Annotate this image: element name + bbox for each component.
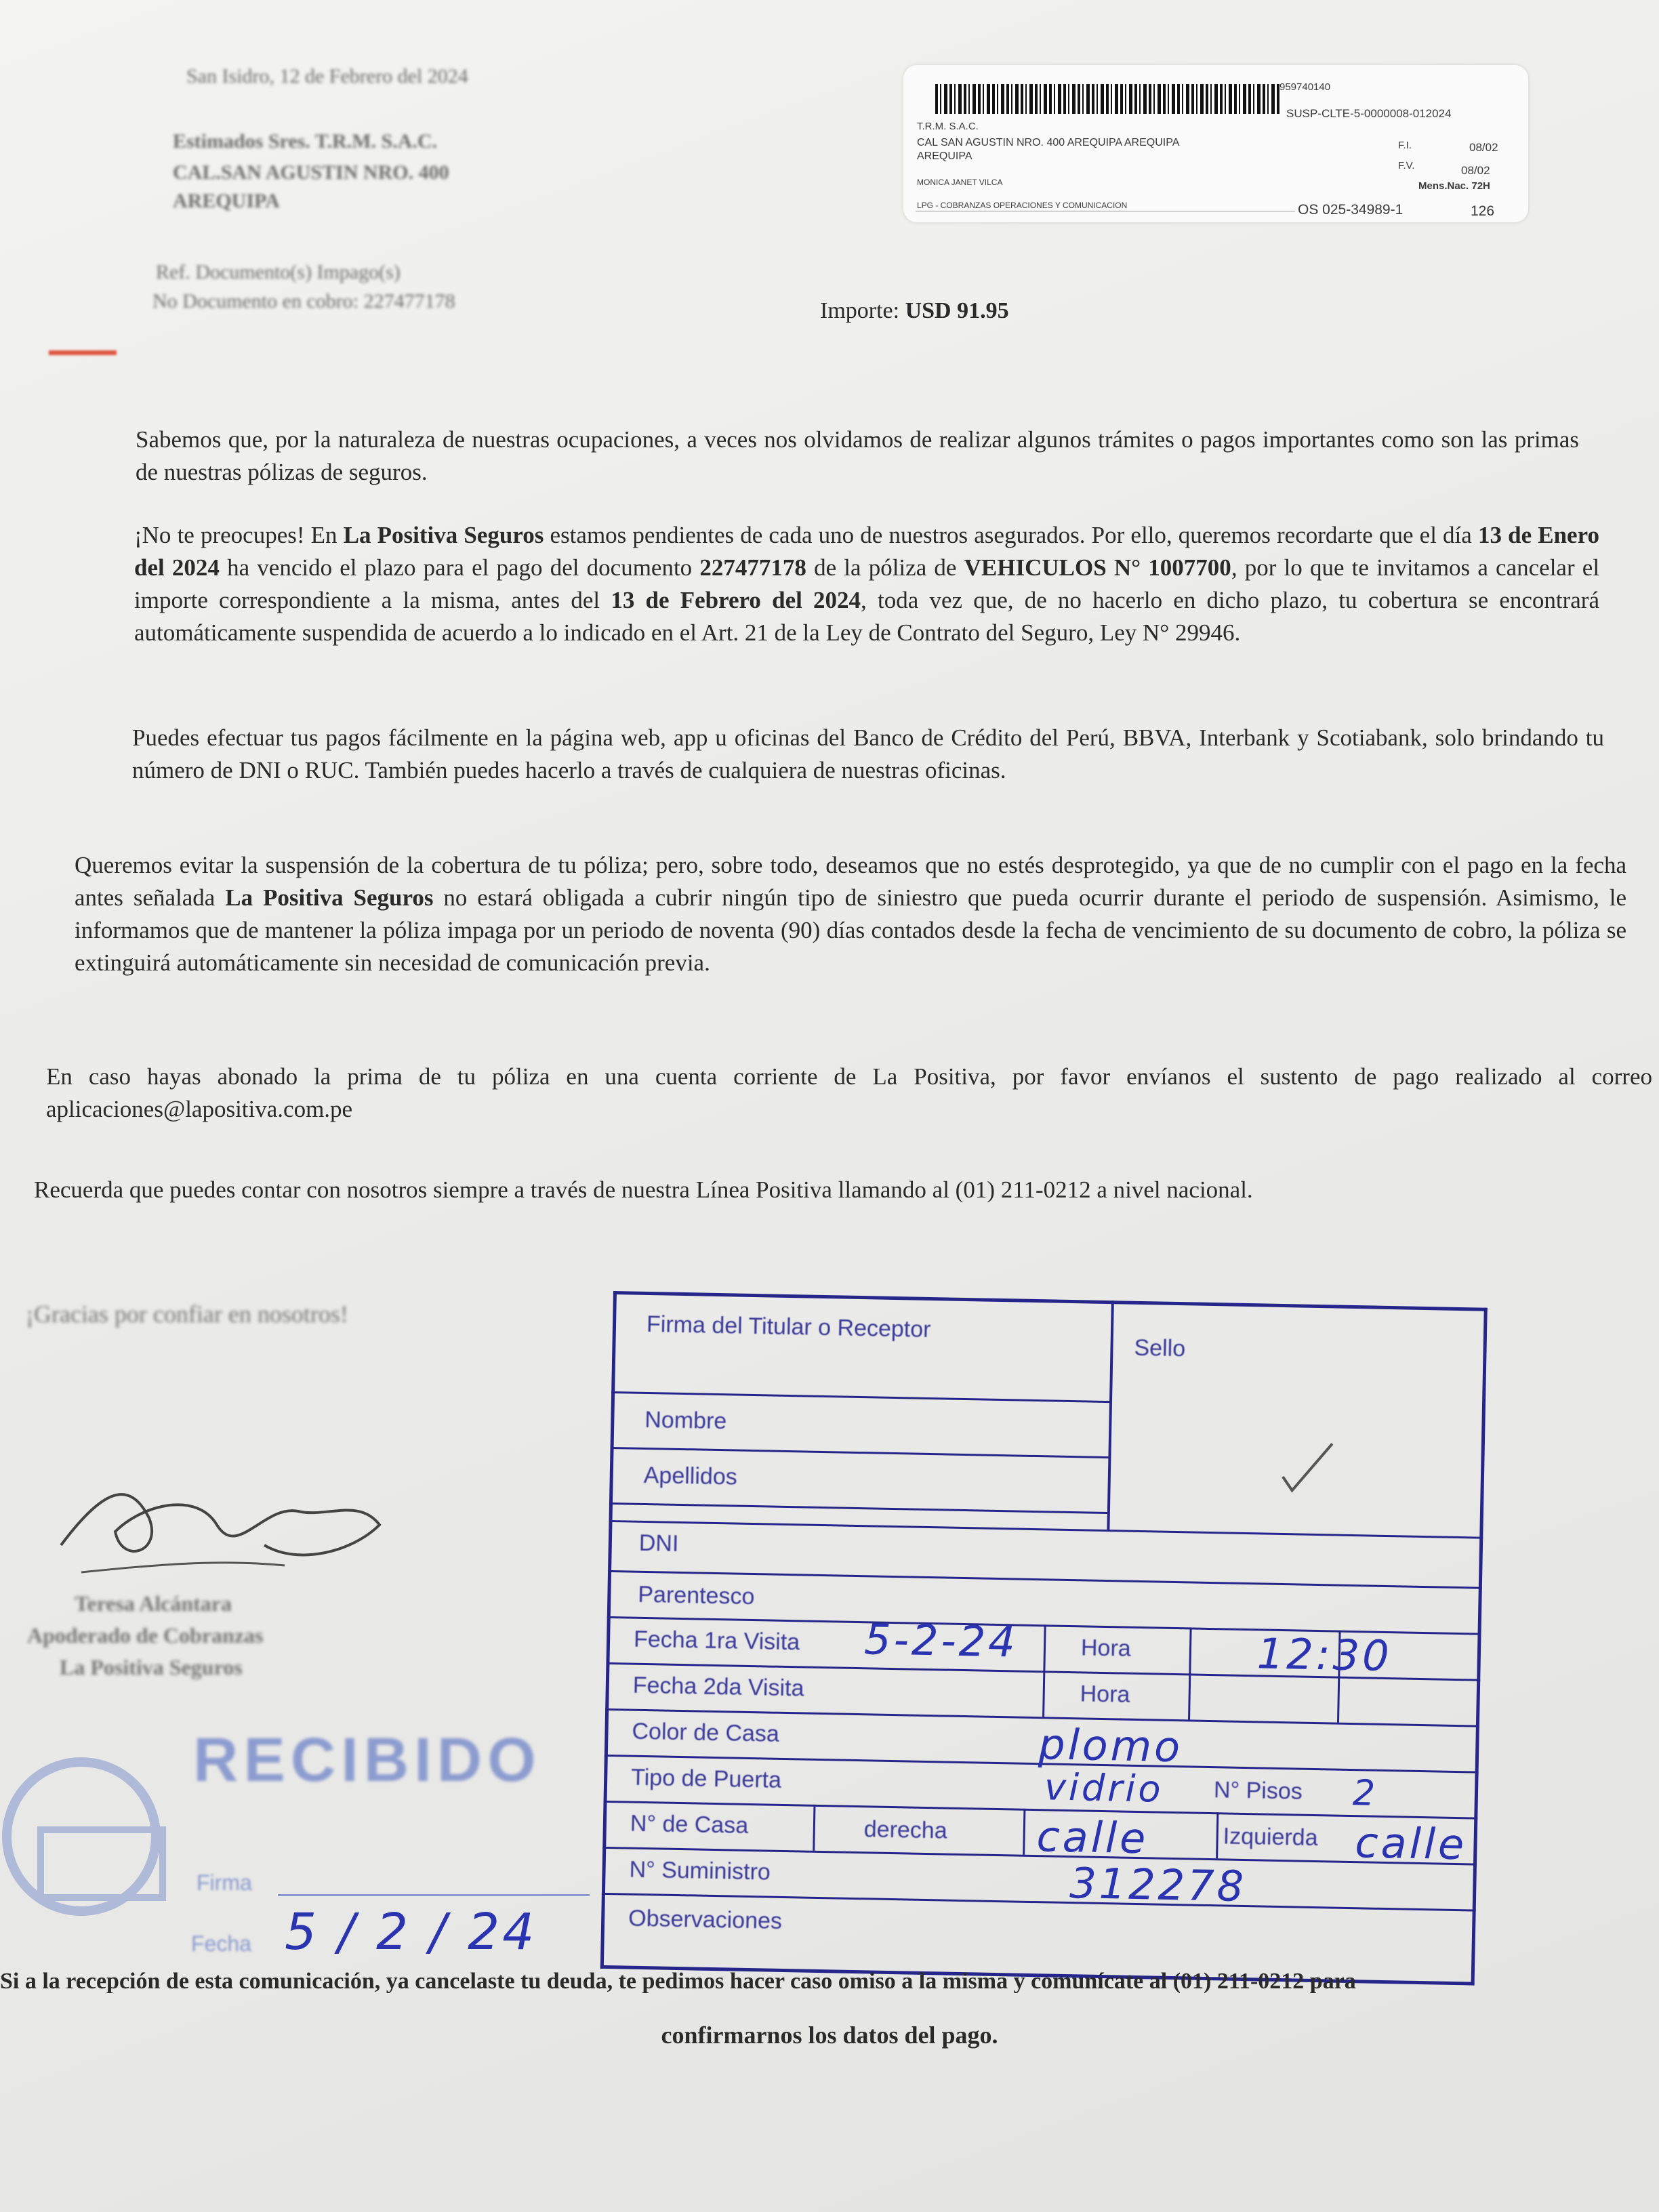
- casa-divider: [813, 1805, 815, 1851]
- form-border-right: [1471, 1308, 1488, 1986]
- label-fi-label: F.I.: [1398, 140, 1412, 151]
- puerta-label: Tipo de Puerta: [630, 1764, 782, 1793]
- sello-divider: [1107, 1300, 1113, 1530]
- p2-text-e: ha vencido el plazo para el pago del documento: [227, 554, 693, 581]
- paragraph-1: Sabemos que, por la naturaleza de nuestras ocupaciones, a veces nos olvidamos de realizar algunos trámites o pagos importantes como son las primas de nuestras pólizas de seguros.: [136, 426, 1579, 485]
- suministro-label: N° Suministro: [629, 1856, 771, 1885]
- signature-icon: [41, 1464, 393, 1593]
- letter-date: San Isidro, 12 de Febrero del 2024: [186, 65, 468, 87]
- label-company: T.R.M. S.A.C.: [917, 121, 979, 132]
- derecha-label: derecha: [863, 1816, 948, 1844]
- pisos-hand: 2: [1352, 1773, 1378, 1814]
- p2-text-i: , por lo que te invitamos a cancelar el importe correspondiente a la misma, antes del: [134, 554, 1600, 613]
- p4-text-a: Queremos evitar la suspensión de la cobertura de tu póliza; pero, sobre todo, deseamos que no estés desprotegido, ya que de no cumplir con el pago en la fecha antes señalada: [75, 852, 1626, 911]
- stamp-fecha-hand: 5 / 2 / 24: [285, 1903, 537, 1961]
- barcode-icon: [935, 84, 1281, 114]
- label-street: CAL SAN AGUSTIN NRO. 400 AREQUIPA AREQUIPA: [917, 137, 1180, 148]
- reference-line: Ref. Documento(s) Impago(s): [156, 261, 401, 283]
- hora1-label: Hora: [1080, 1635, 1132, 1662]
- firma-label: Firma del Titular o Receptor: [646, 1311, 931, 1343]
- parentesco-label: Parentesco: [638, 1581, 755, 1610]
- fecha1-hand: 5-2-24: [863, 1614, 1019, 1667]
- stamp-firma-line: [278, 1894, 590, 1896]
- label-fv-value: 08/02: [1461, 164, 1490, 177]
- label-code-right: SUSP-CLTE-5-0000008-012024: [1286, 107, 1452, 120]
- paragraph-4: [75, 849, 1626, 979]
- observaciones-label: Observaciones: [628, 1905, 783, 1934]
- addressee: Estimados Sres. T.R.M. S.A.C.: [173, 130, 438, 152]
- sello-label: Sello: [1134, 1334, 1186, 1362]
- row-line: [611, 1447, 1109, 1458]
- dni-label: DNI: [638, 1530, 679, 1557]
- document-number: No Documento en cobro: 227477178: [152, 290, 455, 312]
- footer-line-2: confirmarnos los datos del pago.: [661, 2022, 998, 2049]
- p2-deadline: 13 de Febrero del 2024: [611, 587, 861, 613]
- importe: [820, 298, 1009, 324]
- address-line-2: AREQUIPA: [173, 190, 280, 212]
- color-label: Color de Casa: [632, 1718, 780, 1747]
- stamp-logo-icon: [0, 1748, 190, 1925]
- label-os: OS 025-34989-1: [1298, 202, 1404, 218]
- p2-text-g: de la póliza de: [814, 554, 957, 581]
- row-line: [611, 1391, 1109, 1403]
- signer-company: La Positiva Seguros: [60, 1655, 243, 1679]
- thanks-line: ¡Gracias por confiar en nosotros!: [26, 1300, 348, 1328]
- hora1-hand: 12:30: [1256, 1629, 1393, 1681]
- p4-text-c: no estará obligada a cubrir ningún tipo de siniestro que pueda ocurrir durante el periodo de suspensión. Asimismo, le informamos que de mantener la póliza impaga por un periodo de noventa (90) días contados desde la fecha de vencimiento de su documento de cobro, la póliza se extinguirá automáticamente sin necesidad de comunicación previa.: [75, 884, 1627, 976]
- label-contact: MONICA JANET VILCA: [917, 178, 1003, 187]
- izquierda-hand: calle: [1354, 1818, 1467, 1870]
- label-code-top: 959740140: [1279, 81, 1331, 93]
- label-fi-value: 08/02: [1469, 141, 1498, 154]
- footer-line-1: Si a la recepción de esta comunicación, ya cancelaste tu deuda, te pedimos hacer caso omiso a la misma y comunícate al (01) 211-0212 para: [0, 1969, 1356, 1994]
- p2-text-c: estamos pendientes de cada uno de nuestros asegurados. Por ello, queremos recordarte que el día: [550, 522, 1472, 548]
- stamp-firma-label: Firma: [197, 1870, 252, 1895]
- label-mens: Mens.Nac. 72H: [1418, 180, 1490, 192]
- label-city: AREQUIPA: [917, 150, 972, 162]
- address-line-1: CAL.SAN AGUSTIN NRO. 400: [173, 161, 449, 184]
- casa-label: N° de Casa: [630, 1810, 749, 1839]
- color-hand: plomo: [1038, 1719, 1183, 1772]
- visit-form: [600, 1291, 1494, 1994]
- p2-text-k: , toda vez que, de no hacerlo en dicho plazo, tu cobertura se encontrará automáticamente suspendida de acuerdo a lo indicado en el Art. 21 de la Ley de Contrato del Seguro, Ley N° 29946.: [134, 587, 1599, 646]
- p4-company: La Positiva Seguros: [225, 884, 434, 911]
- p2-company: La Positiva Seguros: [343, 522, 544, 548]
- stamp-fecha-label: Fecha: [191, 1931, 251, 1956]
- apellidos-label: Apellidos: [643, 1462, 738, 1490]
- derecha-hand: calle: [1036, 1811, 1149, 1864]
- label-fv-label: F.V.: [1398, 160, 1415, 171]
- izquierda-label: Izquierda: [1223, 1823, 1318, 1851]
- paragraph-2: [134, 519, 1599, 649]
- p2-text-a: ¡No te preocupes! En: [134, 522, 337, 548]
- check-mark-icon: [1277, 1436, 1339, 1498]
- signer-role: Apoderado de Cobranzas: [27, 1623, 264, 1647]
- pisos-label: N° Pisos: [1213, 1777, 1303, 1805]
- p2-due-date: 13 de Enero del 2024: [134, 522, 1599, 581]
- casa-divider: [1023, 1809, 1025, 1855]
- casa-divider: [1216, 1812, 1218, 1858]
- red-mark: [49, 350, 117, 355]
- paragraph-5: En caso hayas abonado la prima de tu póliza en una cuenta corriente de La Positiva, por favor envíanos el sustento de pago realizado al correo aplicaciones@lapositiva.com.pe: [46, 1063, 1652, 1122]
- received-stamp: RECIBIDO: [193, 1725, 541, 1795]
- form-border-top: [613, 1291, 1488, 1311]
- row-line: [609, 1520, 1483, 1539]
- fecha1-label: Fecha 1ra Visita: [633, 1626, 800, 1656]
- label-os-num: 126: [1471, 203, 1495, 219]
- mailing-label: [903, 65, 1528, 222]
- importe-value: USD 91.95: [905, 298, 1009, 323]
- fecha2-label: Fecha 2da Visita: [632, 1672, 804, 1702]
- paragraph-3: Puedes efectuar tus pagos fácilmente en la página web, app u oficinas del Banco de Crédito del Perú, BBVA, Interbank y Scotiabank, solo brindando tu número de DNI o RUC. También puedes hacerlo a través de cualquiera de nuestras oficinas.: [132, 724, 1604, 783]
- nombre-label: Nombre: [644, 1406, 727, 1435]
- p2-policy: VEHICULOS N° 1007700: [964, 554, 1231, 581]
- puerta-hand: vidrio: [1044, 1765, 1164, 1811]
- suministro-hand: 312278: [1069, 1858, 1247, 1912]
- hora2-label: Hora: [1080, 1681, 1130, 1708]
- p2-document: 227477178: [699, 554, 806, 581]
- importe-label: Importe:: [820, 298, 900, 323]
- paragraph-6: Recuerda que puedes contar con nosotros siempre a través de nuestra Línea Positiva llamando al (01) 211-0212 a nivel nacional.: [34, 1176, 1253, 1203]
- row-line: [609, 1502, 1107, 1514]
- label-area: LPG - COBRANZAS OPERACIONES Y COMUNICACION: [917, 201, 1128, 210]
- signer-name: Teresa Alcántara: [75, 1591, 232, 1616]
